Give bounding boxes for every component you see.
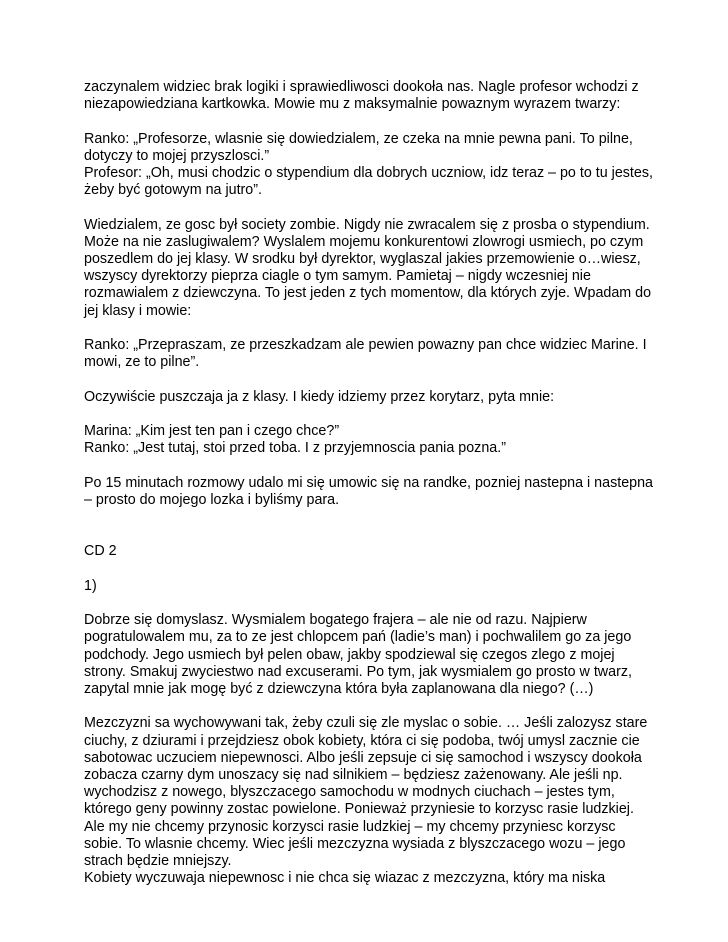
paragraph-women-sense: Kobiety wyczuwaja niepewnosc i nie chca się wiazac z mezczyzna, który ma niska	[84, 870, 606, 887]
dialogue-line-marina: Marina: „Kim jest ten pan i czego chce?”	[84, 422, 340, 439]
paragraph-society-zombie: Wiedzialem, ze gosc był society zombie. Nigdy nie zwracalem się z prosba o stypendium. Może na nie zaslugiwalem? Wyslalem mojemu konkurentowi zlowrogi usmiech, po czym poszedlem do jej klasy. W srodku był dyrektor, wyglaszal jakies przemowienie o…wiesz, wszyscy dyrektorzy pieprza ciagle o tym samym. Pamietaj – nigdy wczesniej nie rozmawialem z dziewczyna. To jest jeden z tych momentow, dla których zyje. Wpadam do jej klasy i mowie:	[84, 216, 652, 319]
paragraph-corridor: Oczywiście puszczaja ja z klasy. I kiedy idziemy przez korytarz, pyta mnie:	[84, 388, 555, 405]
spacer	[84, 526, 654, 543]
dialogue-professor	[84, 131, 654, 200]
paragraph-intro: zaczynalem widziec brak logiki i sprawiedliwosci dookoła nas. Nagle profesor wchodzi z niezapowiedziana kartkowka. Mowie mu z maksymalnie powaznym wyrazem twarzy:	[84, 79, 639, 113]
document-body	[84, 79, 654, 887]
dialogue-ranko-marine: Ranko: „Przepraszam, ze przeszkadzam ale pewien powazny pan chce widziec Marine. I mowi, ze to pilne”.	[84, 337, 647, 371]
dialogue-line-ranko: Ranko: „Profesorze, wlasnie się dowiedzialem, ze czeka na mnie pewna pani. To pilne, dotyczy to mojej przyszlosci.”	[84, 130, 633, 164]
paragraph-guess: Dobrze się domyslasz. Wysmialem bogatego frajera – ale nie od razu. Najpierw pogratulowalem mu, za to ze jest chlopcem pań (ladie’s man) i pochwalilem go za jego podchody. Jego usmiech był pelen obaw, jakby spodziewal się czegos zlego z mojej strony. Smakuj zwyciestwo nad excuserami. Po tym, jak wysmialem go prosto w twarz, zapytal mnie jak mogę być z dziewczyna która była zaplanowana dla niego? (…)	[84, 612, 632, 697]
dialogue-marina	[84, 423, 654, 457]
dialogue-line-ranko-reply: Ranko: „Jest tutaj, stoi przed toba. I z przyjemnoscia pania pozna.”	[84, 440, 506, 457]
section-heading-cd2: CD 2	[84, 543, 117, 560]
dialogue-line-professor: Profesor: „Oh, musi chodzic o stypendium dla dobrych uczniow, idz teraz – po to tu jestes, żeby być gotowym na jutro”.	[84, 165, 653, 199]
paragraph-date: Po 15 minutach rozmowy udalo mi się umowic się na randke, pozniej nastepna i nastepna – prosto do mojego lozka i byliśmy para.	[84, 474, 654, 508]
section-number-1: 1)	[84, 577, 97, 594]
paragraph-men-raised: Mezczyzni sa wychowywani tak, żeby czuli się zle myslac o sobie. … Jeśli zalozysz stare ciuchy, z dziurami i przejdziesz obok kobiety, która ci się podoba, twój umysl zacznie cie sabotowac uczuciem niepewnosci. Albo jeśli zepsuje ci się samochod i wszyscy dookoła zobacza czarny dym unoszacy się nad silnikiem – będziesz zażenowany. Ale jeśli np. wychodzisz z nowego, blyszczacego samochodu w modnych ciuchach – jestes tym, którego geny powinny zostac powielone. Ponieważ przyniesie to korzysc rasie ludzkiej. Ale my nie chcemy przynosic korzysci rasie ludzkiej – my chcemy przyniesc korzysc sobie. To wlasnie chcemy. Wiec jeśli mezczyzna wysiada z blyszczacego wozu – jego strach będzie mniejszy.	[84, 715, 648, 869]
